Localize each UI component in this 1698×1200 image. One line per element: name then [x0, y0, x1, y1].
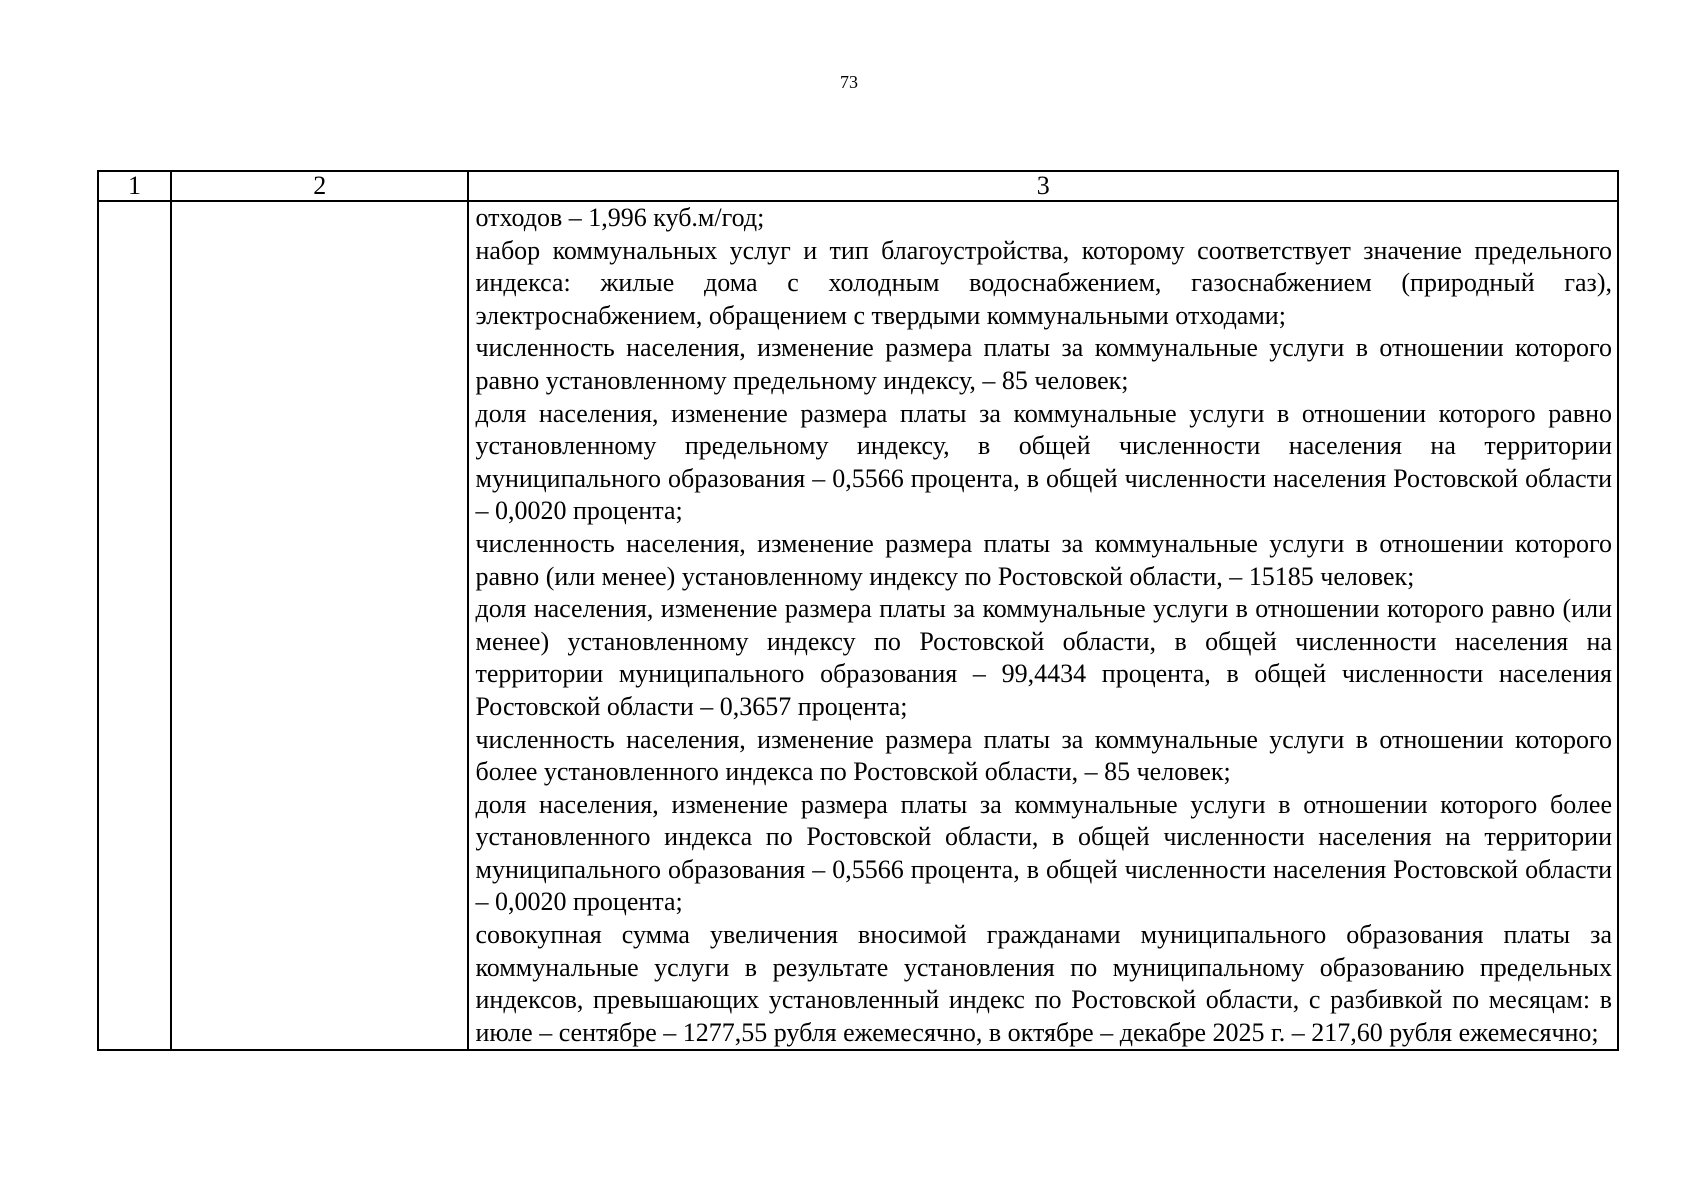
column-header-2: 2 [171, 171, 468, 201]
table-header-row [98, 171, 1618, 201]
paragraph-share-equal-or-less-index: доля населения, изменение размера платы за коммунальные услуги в отношении которого равно (или менее) установленному индексу по Ростовской области, в общей численности населения на территории муниципального образования – 99,4434 процента, в общей численности населения Ростовской области – 0,3657 процента; [475, 594, 1612, 721]
column-header-1: 1 [98, 171, 171, 201]
paragraph-population-equal-or-less-index: численность населения, изменение размера платы за коммунальные услуги в отношении которого равно (или менее) установленному индексу по Ростовской области, – 15185 человек; [475, 528, 1612, 591]
paragraph-population-above-index: численность населения, изменение размера платы за коммунальные услуги в отношении которого более установленного индекса по Ростовской области, – 85 человек; [475, 724, 1612, 787]
paragraph-share-above-index: доля населения, изменение размера платы за коммунальные услуги в отношении которого более установленного индекса по Ростовской области, в общей численности населения на территории муниципального образования – 0,5566 процента, в общей численности населения Ростовской области – 0,0020 процента; [475, 789, 1612, 917]
cell-col-2 [171, 201, 468, 1050]
paragraph-waste-volume: отходов – 1,996 куб.м/год; [475, 203, 765, 232]
paragraph-population-equal-limit: численность населения, изменение размера платы за коммунальные услуги в отношении которого равно установленному предельному индексу, – 85 человек; [475, 333, 1612, 395]
table-row [98, 201, 1618, 1050]
paragraph-share-equal-limit: доля населения, изменение размера платы за коммунальные услуги в отношении которого равно установленному предельному индексу, в общей численности населения на территории муниципального образования – 0,5566 процента, в общей численности населения Ростовской области – 0,0020 процента; [475, 398, 1612, 526]
cell-col-1 [98, 201, 171, 1050]
paragraph-total-increase-sum: совокупная сумма увеличения вносимой гражданами муниципального образования платы за коммунальные услуги в результате установления по муниципальному образованию предельных индексов, превышающих установленный индекс по Ростовской области, с разбивкой по месяцам: в июле – сентябре – 1277,55 рубля ежемесячно, в октябре – декабре 2025 г. – 217,60 рубля ежемесячно; [475, 920, 1612, 1047]
cell-col-3 [468, 201, 1618, 1050]
document-table [97, 170, 1619, 1051]
column-header-3: 3 [468, 171, 1618, 201]
page-number: 73 [840, 72, 858, 92]
paragraph-services-set: набор коммунальных услуг и тип благоустройства, которому соответствует значение предельного индекса: жилые дома с холодным водоснабжением, газоснабжением (природный газ), электроснабжением, обращением с твердыми коммунальными отходами; [475, 235, 1612, 330]
